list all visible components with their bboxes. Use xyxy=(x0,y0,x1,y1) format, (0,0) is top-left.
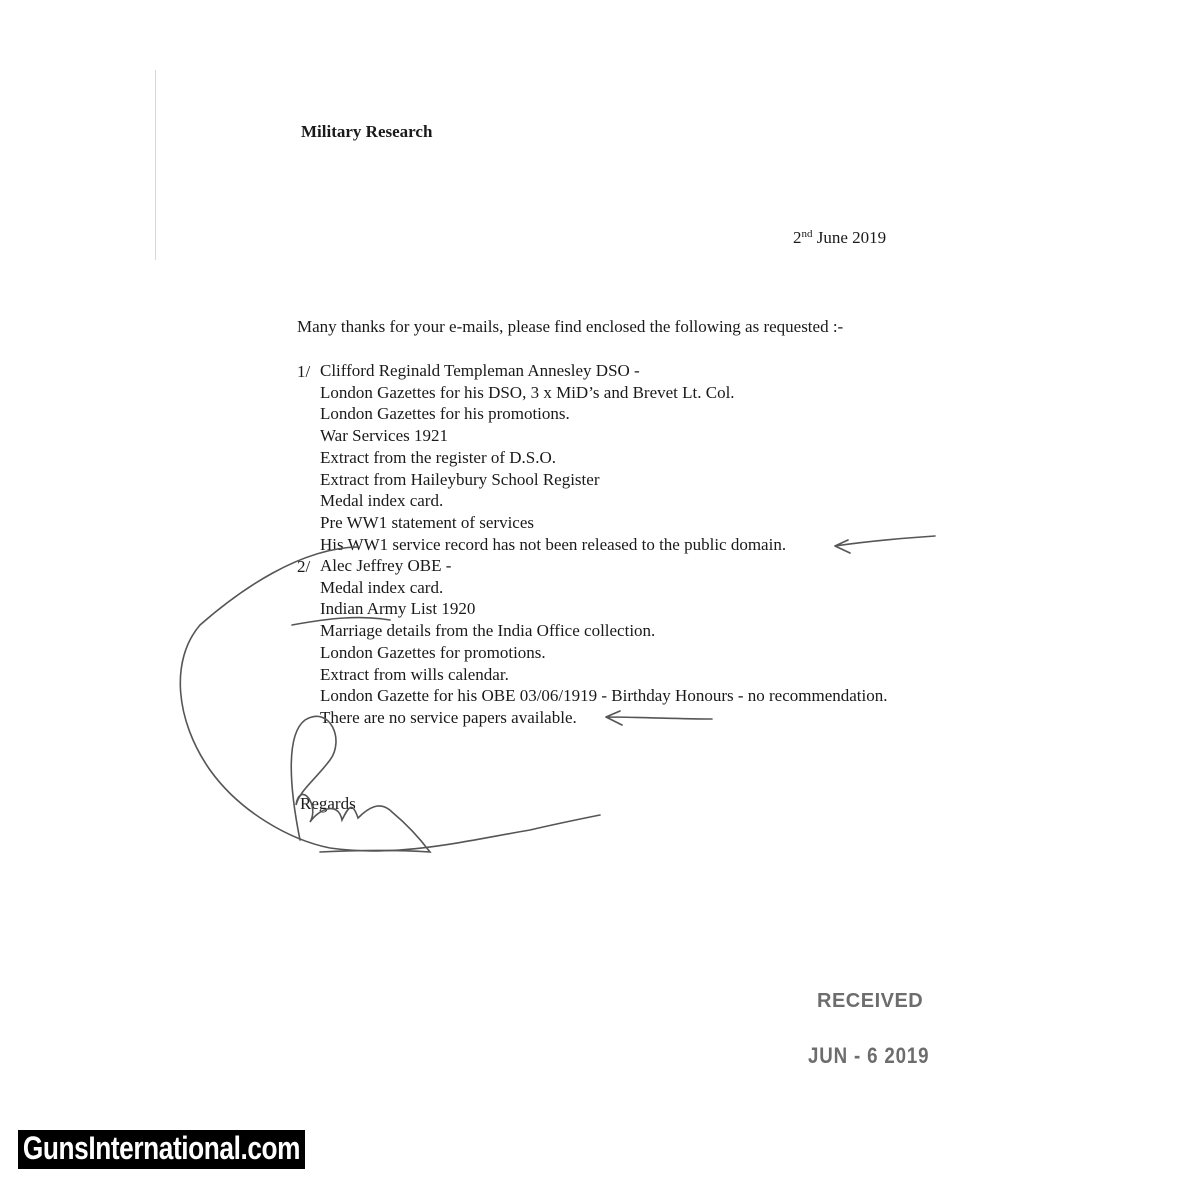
letter-date xyxy=(793,228,886,248)
list-item: Clifford Reginald Templeman Annesley DSO - xyxy=(320,361,640,380)
list-item: London Gazettes for his promotions. xyxy=(320,404,570,424)
list-item: There are no service papers available. xyxy=(320,707,577,727)
list-item: London Gazette for his OBE 03/06/1919 - Birthday Honours - no recommendation. xyxy=(320,686,888,706)
watermark-logo: GunsInternational.com xyxy=(18,1130,305,1169)
item-number: 2/ xyxy=(297,557,311,576)
list-item: Indian Army List 1920 xyxy=(320,599,476,619)
scan-edge-line xyxy=(155,70,156,260)
date-suffix: nd xyxy=(801,228,813,240)
arrow-annotation xyxy=(835,536,935,553)
item-1-list xyxy=(320,360,786,555)
date-day: 2 xyxy=(793,228,802,247)
letter-heading: Military Research xyxy=(301,122,433,141)
signature xyxy=(291,716,430,852)
list-item: Marriage details from the India Office collection. xyxy=(320,621,656,641)
item-2-list xyxy=(320,555,888,729)
list-item: His WW1 service record has not been released to the public domain. xyxy=(320,534,787,554)
list-item: Extract from the register of D.S.O. xyxy=(320,447,557,467)
list-item: Extract from Haileybury School Register xyxy=(320,469,600,489)
date-rest: June 2019 xyxy=(812,228,887,247)
list-item: London Gazettes for promotions. xyxy=(320,642,546,662)
closing-regards: Regards xyxy=(300,794,356,813)
list-item: Medal index card. xyxy=(320,491,444,511)
list-item: Pre WW1 statement of services xyxy=(320,512,535,532)
received-stamp: RECEIVED xyxy=(817,990,924,1012)
list-item: War Services 1921 xyxy=(320,426,448,446)
list-item: Alec Jeffrey OBE - xyxy=(320,556,452,575)
letter-intro: Many thanks for your e-mails, please find enclosed the following as requested :- xyxy=(297,317,844,336)
item-number: 1/ xyxy=(297,362,311,381)
list-item: Extract from wills calendar. xyxy=(320,664,509,684)
received-stamp-date: JUN - 6 2019 xyxy=(808,1043,930,1068)
list-item: London Gazettes for his DSO, 3 x MiD’s and Brevet Lt. Col. xyxy=(320,382,735,402)
list-item: Medal index card. xyxy=(320,577,444,597)
